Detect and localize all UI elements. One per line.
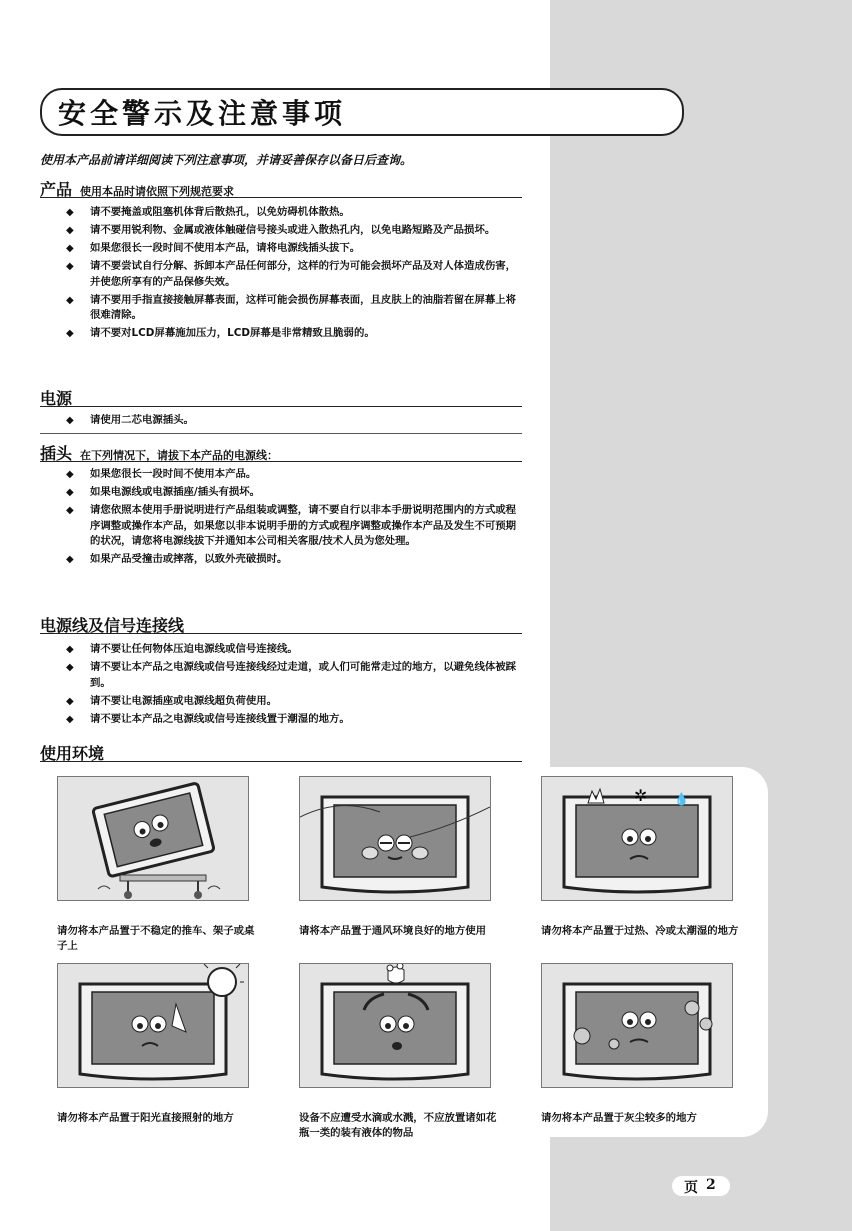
section-product-heading — [40, 177, 522, 198]
ventilated-tv-illustration — [299, 776, 491, 901]
page-number: 2 — [706, 1177, 716, 1193]
hot-cold-humid-tv-illustration — [541, 776, 733, 901]
section-product-title: 产品 — [40, 180, 73, 199]
list-item: ◆ 请您依照本使用手册说明进行产品组装或调整，请不要自行以非本手册说明范围内的方式或程序调整或操作本产品，如果您以非本说明手册的方式或程序调整或操作本产品及发生不可预期的状况，请您将电源线拔下并通知本公司相关客服/技术人员为您处理。 — [66, 503, 522, 550]
figure-caption: 请勿将本产品置于灰尘较多的地方 — [541, 1112, 697, 1124]
list-item: ◆ 请不要用锐利物、金属或液体触碰信号接头或进入散热孔内，以免电路短路及产品损坏。 — [66, 223, 522, 239]
page-title: 安全警示及注意事项 — [58, 97, 347, 130]
list-item: ◆ 请不要让本产品之电源线或信号连接线置于潮湿的地方。 — [66, 712, 522, 728]
section-plug-note: 在下列情况下，请拔下本产品的电源线： — [80, 449, 279, 462]
list-item: ◆ 如果您很长一段时间不使用本产品，请将电源线插头拔下。 — [66, 241, 522, 257]
list-item: ◆ 请不要让任何物体压迫电源线或信号连接线。 — [66, 642, 522, 658]
divider — [40, 433, 522, 434]
list-item: ◆ 请不要让电源插座或电源线超负荷使用。 — [66, 694, 522, 710]
figure-caption: 请将本产品置于通风环境良好的地方使用 — [299, 925, 487, 937]
section-power-heading — [40, 386, 522, 407]
section-environment-title: 使用环境 — [40, 744, 105, 763]
section-cables-title: 电源线及信号连接线 — [40, 616, 185, 635]
page-number-badge — [672, 1176, 730, 1196]
power-list — [66, 413, 522, 431]
section-plug-title: 插头 — [40, 444, 73, 463]
list-item: ◆ 如果电源线或电源插座/插头有损坏。 — [66, 485, 522, 501]
vase-water-tv-illustration — [299, 963, 491, 1088]
cables-list — [66, 642, 522, 730]
list-item: ◆ 请不要让本产品之电源线或信号连接线经过走道，或人们可能常走过的地方，以避免线体被踩到。 — [66, 660, 522, 691]
figure-caption: 设备不应遭受水滴或水溅，不应放置诸如花瓶一类的装有液体的物品 — [299, 1112, 497, 1139]
plug-list — [66, 467, 522, 570]
intro-note: 使用本产品前请详细阅读下列注意事项，并请妥善保存以备日后查询。 — [40, 153, 413, 167]
page-label: 页 — [684, 1180, 698, 1196]
product-list — [66, 205, 522, 344]
section-product-note: 使用本品时请依照下列规范要求 — [80, 185, 235, 198]
svg-text:💧: 💧 — [674, 792, 689, 806]
sunlight-tv-illustration — [57, 963, 249, 1088]
list-item: ◆ 请不要掩盖或阻塞机体背后散热孔，以免妨碍机体散热。 — [66, 205, 522, 221]
list-item: ◆ 如果您很长一段时间不使用本产品。 — [66, 467, 522, 483]
list-item: ◆ 请不要用手指直接接触屏幕表面，这样可能会损伤屏幕表面，且皮肤上的油脂若留在屏幕上将很难清除。 — [66, 293, 522, 324]
unstable-cart-tv-illustration — [57, 776, 249, 901]
section-cables-heading — [40, 613, 522, 634]
list-item: ◆ 请不要尝试自行分解、拆卸本产品任何部分，这样的行为可能会损坏产品及对人体造成伤害，并使您所享有的产品保修失效。 — [66, 259, 522, 290]
section-environment-heading — [40, 741, 522, 762]
dusty-tv-illustration — [541, 963, 733, 1088]
figure-caption: 请勿将本产品置于过热、冷或太潮湿的地方 — [541, 925, 739, 937]
list-item: ◆ 如果产品受撞击或摔落，以致外壳破损时。 — [66, 552, 522, 568]
list-item: ◆ 请不要对LCD屏幕施加压力，LCD屏幕是非常精致且脆弱的。 — [66, 326, 522, 342]
figure-caption: 请勿将本产品置于不稳定的推车、架子或桌子上 — [57, 925, 255, 952]
list-item: ◆ 请使用二芯电源插头。 — [66, 413, 522, 429]
section-power-title: 电源 — [40, 389, 73, 408]
svg-text:✲: ✲ — [634, 786, 648, 805]
figure-caption: 请勿将本产品置于阳光直接照射的地方 — [57, 1112, 234, 1124]
section-plug-heading — [40, 441, 522, 462]
